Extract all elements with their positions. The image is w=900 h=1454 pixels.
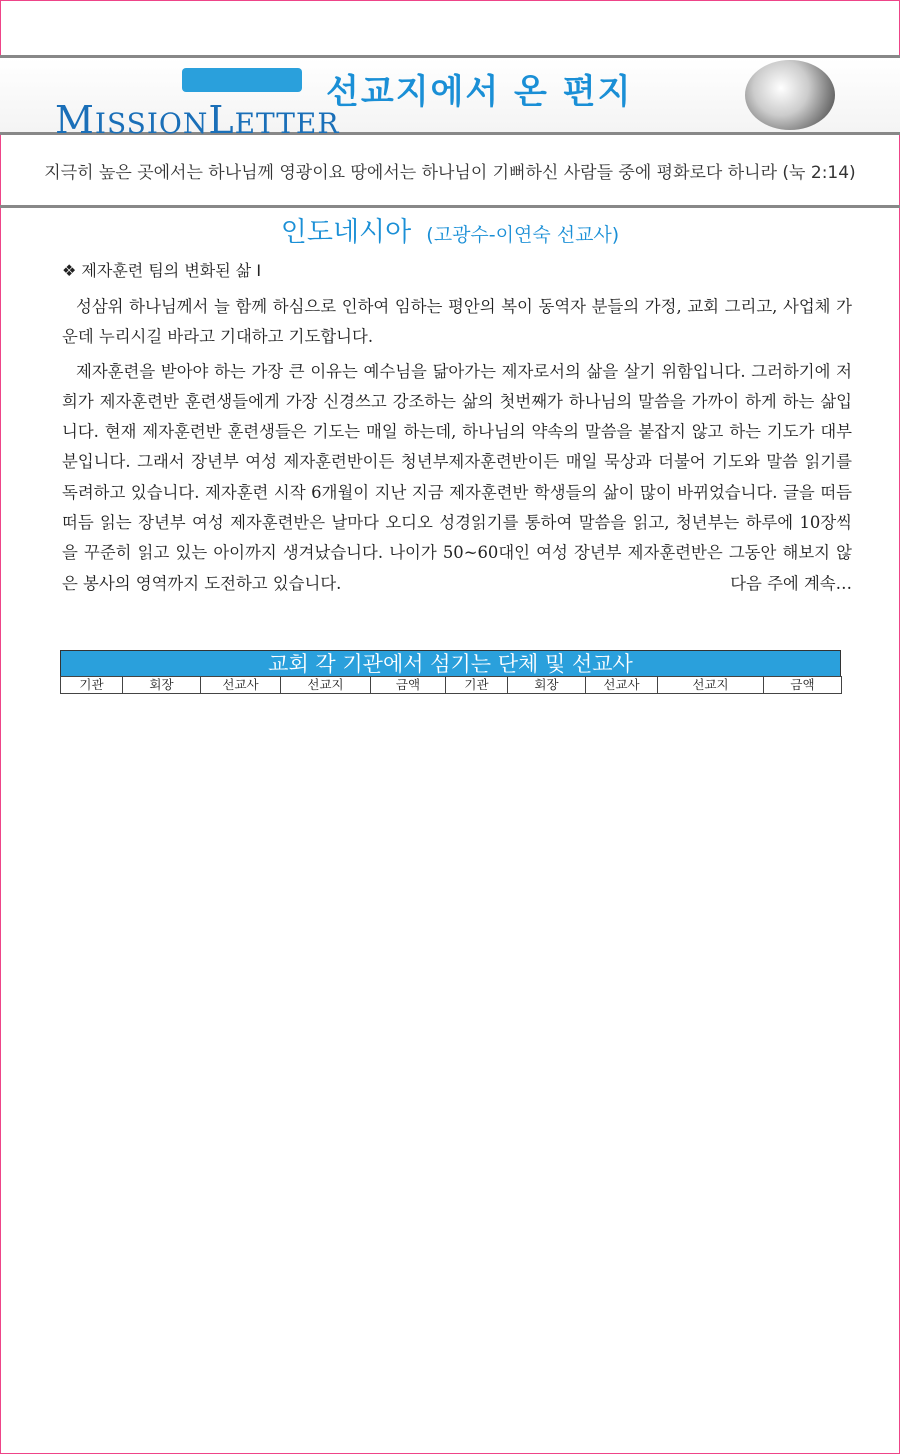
table-header-cell: 금액 (371, 677, 446, 694)
offering-grid (60, 676, 842, 694)
mission-country: 인도네시아 (280, 217, 412, 248)
page-header (0, 55, 900, 142)
table-title: 교회 각 기관에서 섬기는 단체 및 선교사 (60, 650, 841, 676)
table-header-cell: 선교사 (201, 677, 281, 694)
paragraph-1: 성삼위 하나님께서 늘 함께 하심으로 인하여 임하는 평안의 복이 동역자 분들의 가정, 교회 그리고, 사업체 가운데 누리시길 바라고 기대하고 기도합니다. (62, 297, 852, 347)
letter-body (62, 292, 852, 603)
table-header-cell: 기관 (446, 677, 508, 694)
missionary-names: (고광수-이연숙 선교사) (426, 224, 620, 246)
section-heading: ❖ 제자훈련 팀의 변화된 삶 I (62, 261, 262, 280)
table-header-cell: 기관 (61, 677, 123, 694)
paragraph-2: 제자훈련을 받아야 하는 가장 큰 이유는 예수님을 닮아가는 제자로서의 삶을 살기 위함입니다. 그러하기에 저희가 제자훈련반 훈련생들에게 가장 신경쓰고 강조하는 삶의 첫번째가 하나님의 말씀을 가까이 하게 하는 삶입니다. 현재 제자훈련반 훈련생들은 기도는 매일 하는데, 하나님의 약속의 말씀을 붙잡지 않고 하는 기도가 대부분입니다. 그래서 장년부 여성 제자훈련반이든 청년부제자훈련반이든 매일 묵상과 더불어 기도와 말씀 읽기를 독려하고 있습니다. 제자훈련 시작 6개월이 지난 지금 제자훈련반 학생들의 삶이 많이 바뀌었습니다. 글을 떠듬떠듬 읽는 장년부 여성 제자훈련반은 날마다 오디오 성경읽기를 통하여 말씀을 읽고, 청년부는 하루에 10장씩을 꾸준히 읽고 있는 아이까지 생겨났습니다. 나이가 50~60대인 여성 장년부 제자훈련반은 그동안 해보지 않은 봉사의 영역까지 도전하고 있습니다. 다음 주에 계속… (62, 357, 852, 599)
logo-accent-bar (182, 68, 302, 92)
mission-letter-logo: MISSIONLETTER (55, 98, 340, 142)
globe-icon (745, 60, 835, 130)
table-header-cell: 회장 (508, 677, 586, 694)
table-header-cell: 금액 (764, 677, 842, 694)
table-header-cell: 선교지 (281, 677, 371, 694)
table-header-cell: 회장 (123, 677, 201, 694)
continued-note: 다음 주에 계속… (730, 573, 852, 593)
table-header-cell: 선교지 (658, 677, 764, 694)
table-header-cell: 선교사 (586, 677, 658, 694)
offering-table (60, 650, 841, 694)
bible-verse: 지극히 높은 곳에서는 하나님께 영광이요 땅에서는 하나님이 기뻐하신 사람들 중에 평화로다 하니라 (눅 2:14) (0, 148, 900, 208)
header-title: 선교지에서 온 편지 (326, 72, 633, 112)
mission-title (0, 210, 900, 249)
